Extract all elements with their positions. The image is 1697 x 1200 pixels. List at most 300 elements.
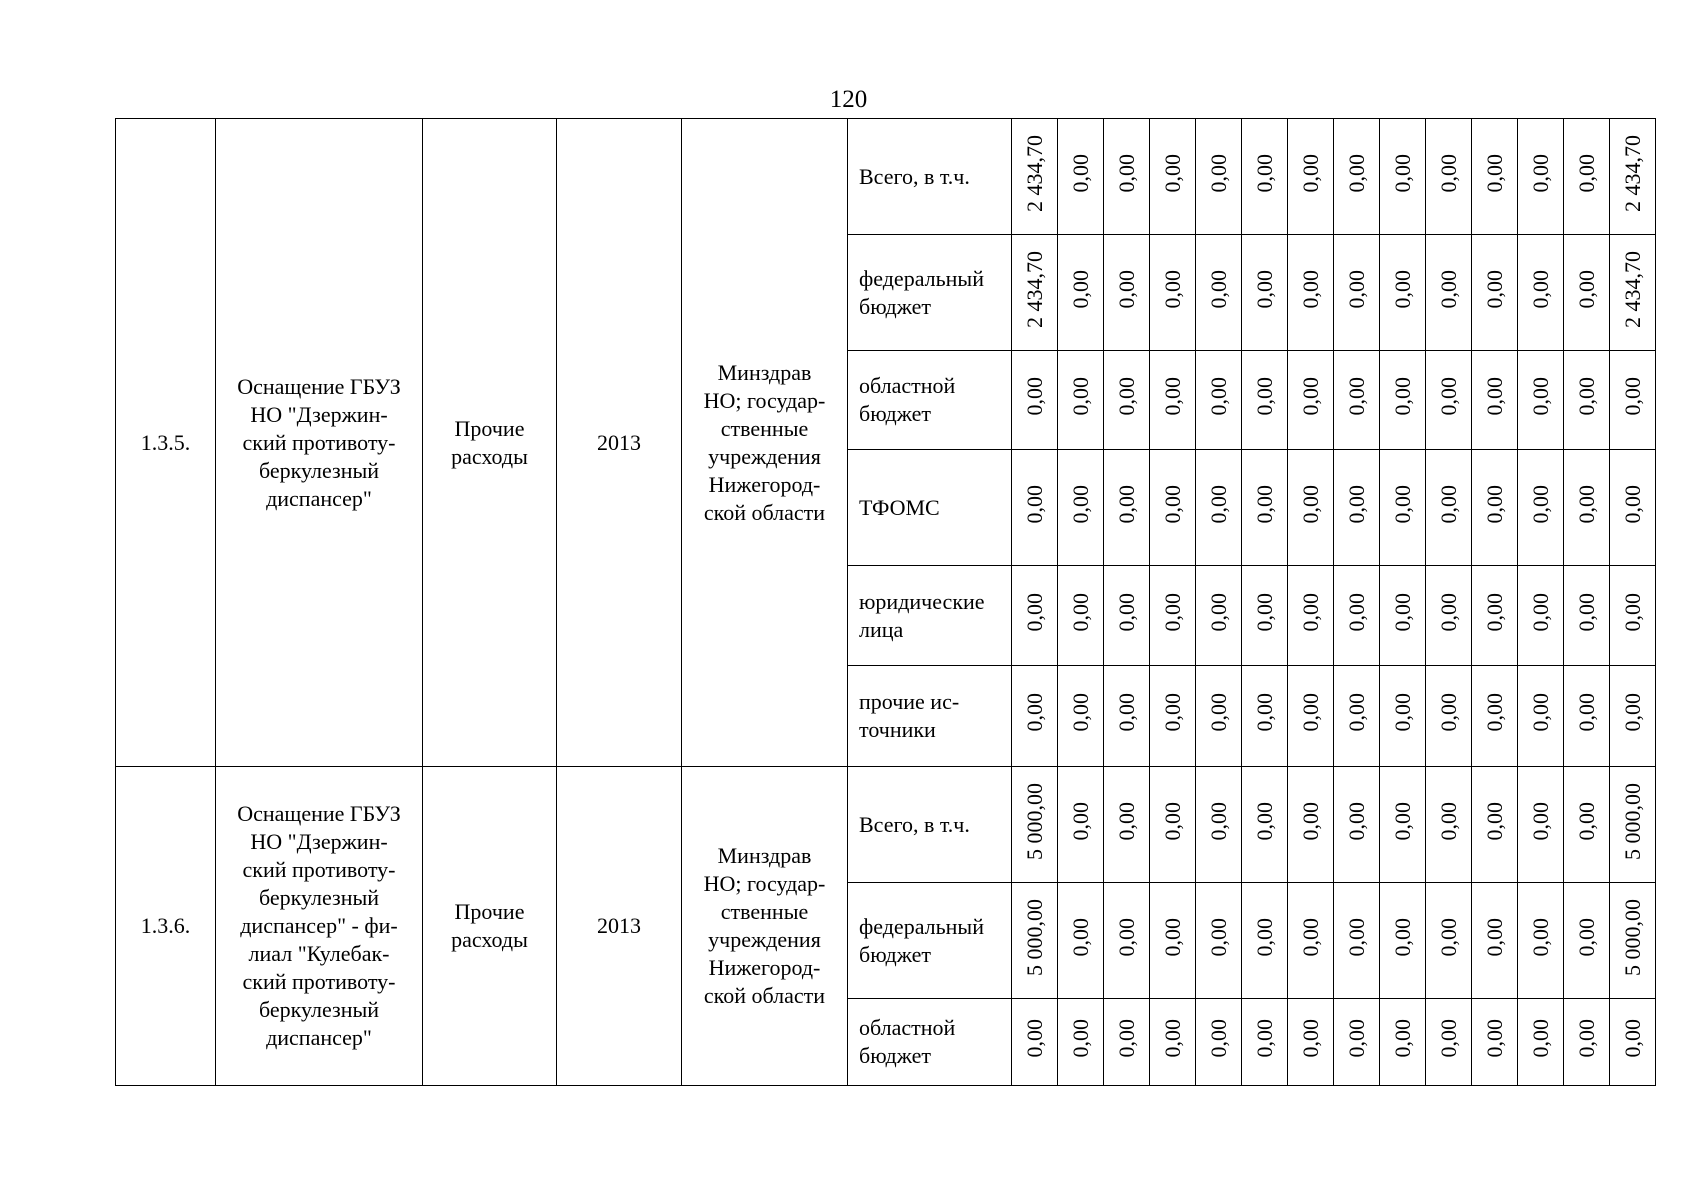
value-cell	[1564, 767, 1610, 883]
value-cell	[1334, 235, 1380, 351]
value-text: 0,00	[1251, 484, 1277, 524]
year: 2013	[557, 119, 682, 767]
value-cell	[1058, 351, 1104, 450]
value-text: 0,00	[1435, 269, 1461, 309]
text-line: Всего, в т.ч.	[859, 163, 970, 189]
funding-source	[848, 883, 1012, 999]
value-cell	[1472, 883, 1518, 999]
funding-source	[848, 450, 1012, 566]
text-line: бюджет	[859, 293, 931, 319]
funding-source	[848, 235, 1012, 351]
value-cell	[1104, 883, 1150, 999]
value-cell	[1426, 566, 1472, 666]
value-cell	[1610, 235, 1656, 351]
value-cell	[1472, 999, 1518, 1086]
value-cell	[1242, 999, 1288, 1086]
value-cell	[1426, 999, 1472, 1086]
value-text: 0,00	[1389, 377, 1415, 416]
text-line: НО; государ-	[703, 871, 826, 896]
value-text: 0,00	[1113, 693, 1139, 732]
value-text: 0,00	[1251, 377, 1277, 416]
value-cell	[1426, 235, 1472, 351]
table-body	[116, 119, 1656, 1086]
value-text: 0,00	[1573, 801, 1599, 841]
value-cell	[1564, 566, 1610, 666]
value-cell	[1334, 767, 1380, 883]
value-text: 5 000,00	[1021, 782, 1047, 860]
value-cell	[1288, 883, 1334, 999]
value-cell	[1058, 767, 1104, 883]
value-cell	[1518, 351, 1564, 450]
table-row	[116, 767, 1656, 883]
value-cell	[1380, 999, 1426, 1086]
value-text: 0,00	[1113, 917, 1139, 957]
value-cell	[1196, 450, 1242, 566]
value-cell	[1196, 119, 1242, 235]
value-cell	[1196, 767, 1242, 883]
text-line: ский противоту-	[242, 969, 396, 994]
text-line: ственные	[720, 415, 809, 441]
value-cell	[1058, 883, 1104, 999]
value-text: 0,00	[1573, 917, 1599, 957]
value-text: 0,00	[1343, 484, 1369, 524]
value-text: 0,00	[1113, 377, 1139, 416]
value-cell	[1288, 351, 1334, 450]
value-cell	[1242, 666, 1288, 767]
text-line: бюджет	[859, 401, 931, 426]
value-cell	[1196, 351, 1242, 450]
value-text: 0,00	[1251, 153, 1277, 193]
value-text: 0,00	[1481, 693, 1507, 732]
text-line: Оснащение ГБУЗ	[237, 373, 401, 399]
value-cell	[1012, 119, 1058, 235]
value-cell	[1012, 666, 1058, 767]
text-line: юридические	[859, 588, 985, 614]
value-text: 0,00	[1527, 377, 1553, 416]
value-cell	[1150, 767, 1196, 883]
executor	[682, 767, 848, 1086]
value-cell	[1518, 235, 1564, 351]
funding-source	[848, 119, 1012, 235]
value-text: 0,00	[1113, 269, 1139, 309]
value-text: 0,00	[1159, 484, 1185, 524]
value-cell	[1150, 999, 1196, 1086]
value-text: 0,00	[1297, 269, 1323, 309]
value-text: 0,00	[1527, 592, 1553, 632]
value-cell	[1012, 450, 1058, 566]
value-cell	[1058, 450, 1104, 566]
value-cell	[1012, 999, 1058, 1086]
value-cell	[1104, 450, 1150, 566]
value-cell	[1288, 666, 1334, 767]
value-cell	[1472, 235, 1518, 351]
value-cell	[1518, 767, 1564, 883]
value-text: 5 000,00	[1021, 898, 1047, 976]
text-line: беркулезный	[258, 457, 380, 483]
value-text: 0,00	[1067, 801, 1093, 841]
value-cell	[1288, 999, 1334, 1086]
value-cell	[1610, 566, 1656, 666]
value-text: 0,00	[1251, 269, 1277, 309]
value-cell	[1196, 666, 1242, 767]
value-cell	[1196, 566, 1242, 666]
text-line: бюджет	[859, 941, 931, 967]
value-text: 0,00	[1343, 917, 1369, 957]
year: 2013	[557, 767, 682, 1086]
text-line: Минздрав	[717, 359, 812, 385]
text-line: Минздрав	[717, 843, 812, 868]
value-cell	[1288, 119, 1334, 235]
value-cell	[1380, 767, 1426, 883]
value-cell	[1334, 119, 1380, 235]
value-text: 0,00	[1343, 153, 1369, 193]
value-cell	[1288, 566, 1334, 666]
value-cell	[1334, 351, 1380, 450]
value-cell	[1472, 566, 1518, 666]
text-line: федеральный	[859, 265, 984, 291]
value-cell	[1380, 450, 1426, 566]
value-cell	[1564, 351, 1610, 450]
text-line: ский противоту-	[242, 857, 396, 882]
text-line: бюджет	[859, 1043, 931, 1068]
value-text: 0,00	[1067, 484, 1093, 524]
value-text: 0,00	[1619, 484, 1645, 524]
value-cell	[1518, 450, 1564, 566]
value-text: 0,00	[1067, 269, 1093, 309]
value-text: 0,00	[1389, 153, 1415, 193]
text-line: областной	[859, 1015, 956, 1040]
value-cell	[1564, 235, 1610, 351]
text-line: учреждения	[708, 443, 821, 469]
value-text: 0,00	[1297, 153, 1323, 193]
value-text: 0,00	[1113, 484, 1139, 524]
value-cell	[1610, 450, 1656, 566]
value-text: 0,00	[1481, 377, 1507, 416]
value-cell	[1334, 666, 1380, 767]
expense-type	[423, 119, 557, 767]
value-text: 0,00	[1159, 377, 1185, 416]
text-line: диспансер"	[266, 1025, 372, 1050]
text-line: точники	[859, 717, 936, 742]
value-cell	[1334, 883, 1380, 999]
value-text: 0,00	[1067, 377, 1093, 416]
value-text: 0,00	[1389, 693, 1415, 732]
text-line: ственные	[720, 899, 809, 924]
text-line: федеральный	[859, 913, 984, 939]
value-text: 0,00	[1343, 269, 1369, 309]
value-text: 0,00	[1619, 1019, 1645, 1058]
text-line: лиал "Кулебак-	[248, 941, 390, 966]
value-cell	[1426, 351, 1472, 450]
text-line: лица	[859, 616, 904, 642]
text-line: расходы	[451, 443, 528, 469]
value-text: 0,00	[1159, 801, 1185, 841]
value-cell	[1150, 119, 1196, 235]
value-text: 0,00	[1067, 153, 1093, 193]
value-cell	[1564, 883, 1610, 999]
value-text: 0,00	[1021, 484, 1047, 524]
value-text: 0,00	[1205, 269, 1231, 309]
funding-source	[848, 666, 1012, 767]
value-text: 0,00	[1343, 693, 1369, 732]
value-cell	[1104, 566, 1150, 666]
value-cell	[1472, 351, 1518, 450]
value-text: 0,00	[1481, 801, 1507, 841]
value-cell	[1104, 235, 1150, 351]
value-cell	[1196, 235, 1242, 351]
value-text: 0,00	[1389, 801, 1415, 841]
value-cell	[1518, 883, 1564, 999]
value-text: 0,00	[1435, 153, 1461, 193]
value-text: 0,00	[1435, 917, 1461, 957]
value-cell	[1012, 566, 1058, 666]
item-number: 1.3.6.	[116, 767, 216, 1086]
value-cell	[1242, 450, 1288, 566]
value-cell	[1012, 351, 1058, 450]
table-row	[116, 119, 1656, 235]
value-cell	[1150, 351, 1196, 450]
value-text: 0,00	[1389, 269, 1415, 309]
value-text: 0,00	[1205, 377, 1231, 416]
text-line: ТФОМС	[859, 494, 940, 520]
value-text: 0,00	[1159, 592, 1185, 632]
value-text: 2 434,70	[1021, 134, 1047, 212]
text-line: диспансер"	[266, 485, 372, 511]
text-line: учреждения	[708, 927, 821, 952]
value-cell	[1518, 566, 1564, 666]
value-text: 5 000,00	[1619, 898, 1645, 976]
value-text: 0,00	[1619, 592, 1645, 632]
value-cell	[1288, 235, 1334, 351]
text-line: областной	[859, 373, 956, 398]
value-text: 0,00	[1619, 377, 1645, 416]
value-text: 0,00	[1481, 269, 1507, 309]
value-cell	[1104, 351, 1150, 450]
value-cell	[1610, 999, 1656, 1086]
value-cell	[1426, 666, 1472, 767]
value-text: 0,00	[1481, 484, 1507, 524]
text-line: диспансер" - фи-	[240, 913, 398, 938]
value-text: 0,00	[1573, 484, 1599, 524]
value-cell	[1380, 883, 1426, 999]
text-line: ской области	[703, 983, 826, 1008]
value-text: 5 000,00	[1619, 782, 1645, 860]
value-text: 0,00	[1021, 1019, 1047, 1058]
value-cell	[1058, 999, 1104, 1086]
value-text: 0,00	[1573, 693, 1599, 732]
value-cell	[1472, 767, 1518, 883]
value-text: 0,00	[1435, 377, 1461, 416]
text-line: расходы	[451, 927, 528, 952]
text-line: ской области	[703, 499, 826, 525]
value-cell	[1242, 883, 1288, 999]
value-cell	[1610, 666, 1656, 767]
funding-source	[848, 999, 1012, 1086]
text-line: Всего, в т.ч.	[859, 811, 970, 837]
value-text: 0,00	[1251, 1019, 1277, 1058]
value-text: 0,00	[1113, 592, 1139, 632]
value-text: 0,00	[1021, 377, 1047, 416]
value-cell	[1012, 883, 1058, 999]
value-text: 0,00	[1297, 377, 1323, 416]
value-text: 0,00	[1067, 1019, 1093, 1058]
value-text: 2 434,70	[1619, 134, 1645, 212]
text-line: Нижегород-	[708, 471, 821, 497]
value-cell	[1472, 666, 1518, 767]
value-cell	[1150, 883, 1196, 999]
value-text: 0,00	[1021, 592, 1047, 632]
value-text: 0,00	[1067, 592, 1093, 632]
value-text: 0,00	[1435, 1019, 1461, 1058]
value-text: 0,00	[1343, 592, 1369, 632]
program-table	[115, 118, 1656, 1086]
value-cell	[1242, 351, 1288, 450]
value-cell	[1288, 450, 1334, 566]
value-cell	[1518, 999, 1564, 1086]
value-text: 0,00	[1159, 1019, 1185, 1058]
value-cell	[1196, 883, 1242, 999]
value-text: 0,00	[1159, 917, 1185, 957]
item-name	[216, 119, 423, 767]
value-cell	[1150, 666, 1196, 767]
funding-source	[848, 351, 1012, 450]
text-line: Оснащение ГБУЗ	[237, 801, 401, 826]
value-text: 0,00	[1435, 592, 1461, 632]
value-text: 0,00	[1205, 693, 1231, 732]
value-text: 0,00	[1251, 801, 1277, 841]
value-cell	[1058, 566, 1104, 666]
funding-source	[848, 767, 1012, 883]
value-cell	[1472, 119, 1518, 235]
value-text: 0,00	[1205, 801, 1231, 841]
value-text: 0,00	[1343, 801, 1369, 841]
value-text: 0,00	[1389, 917, 1415, 957]
value-cell	[1564, 999, 1610, 1086]
value-text: 0,00	[1527, 484, 1553, 524]
value-cell	[1242, 119, 1288, 235]
value-text: 0,00	[1435, 484, 1461, 524]
value-cell	[1288, 767, 1334, 883]
text-line: ский противоту-	[242, 429, 396, 455]
value-cell	[1242, 235, 1288, 351]
value-text: 0,00	[1573, 153, 1599, 193]
value-text: 0,00	[1527, 917, 1553, 957]
value-text: 0,00	[1573, 269, 1599, 309]
value-cell	[1104, 666, 1150, 767]
value-cell	[1104, 119, 1150, 235]
value-text: 2 434,70	[1021, 250, 1047, 328]
text-line: Прочие	[454, 899, 525, 924]
page-number: 120	[829, 86, 868, 113]
value-cell	[1242, 767, 1288, 883]
value-cell	[1150, 235, 1196, 351]
value-cell	[1564, 666, 1610, 767]
text-line: беркулезный	[258, 885, 380, 910]
text-line: Прочие	[454, 415, 525, 441]
value-text: 0,00	[1435, 693, 1461, 732]
value-text: 0,00	[1251, 693, 1277, 732]
value-text: 0,00	[1573, 1019, 1599, 1058]
executor	[682, 119, 848, 767]
value-text: 0,00	[1573, 592, 1599, 632]
value-text: 0,00	[1435, 801, 1461, 841]
expense-type	[423, 767, 557, 1086]
value-cell	[1564, 450, 1610, 566]
value-text: 0,00	[1297, 801, 1323, 841]
value-text: 0,00	[1343, 377, 1369, 416]
value-cell	[1380, 119, 1426, 235]
item-number: 1.3.5.	[116, 119, 216, 767]
value-text: 2 434,70	[1619, 250, 1645, 328]
value-cell	[1058, 235, 1104, 351]
value-text: 0,00	[1251, 917, 1277, 957]
value-text: 0,00	[1205, 1019, 1231, 1058]
value-text: 0,00	[1481, 917, 1507, 957]
value-text: 0,00	[1297, 917, 1323, 957]
value-text: 0,00	[1297, 592, 1323, 632]
value-cell	[1426, 883, 1472, 999]
value-cell	[1426, 767, 1472, 883]
value-cell	[1012, 767, 1058, 883]
value-cell	[1380, 235, 1426, 351]
value-text: 0,00	[1113, 1019, 1139, 1058]
value-text: 0,00	[1573, 377, 1599, 416]
text-line: беркулезный	[258, 997, 380, 1022]
value-text: 0,00	[1113, 153, 1139, 193]
value-cell	[1334, 566, 1380, 666]
value-text: 0,00	[1159, 693, 1185, 732]
value-cell	[1058, 666, 1104, 767]
value-cell	[1518, 119, 1564, 235]
value-text: 0,00	[1297, 484, 1323, 524]
value-text: 0,00	[1527, 693, 1553, 732]
value-cell	[1426, 450, 1472, 566]
value-text: 0,00	[1389, 1019, 1415, 1058]
value-text: 0,00	[1527, 269, 1553, 309]
value-text: 0,00	[1481, 592, 1507, 632]
value-text: 0,00	[1527, 1019, 1553, 1058]
value-text: 0,00	[1527, 801, 1553, 841]
value-cell	[1150, 566, 1196, 666]
value-cell	[1334, 999, 1380, 1086]
value-cell	[1380, 566, 1426, 666]
value-cell	[1610, 119, 1656, 235]
value-cell	[1564, 119, 1610, 235]
value-text: 0,00	[1205, 153, 1231, 193]
value-text: 0,00	[1113, 801, 1139, 841]
value-text: 0,00	[1067, 693, 1093, 732]
value-text: 0,00	[1527, 153, 1553, 193]
item-name	[216, 767, 423, 1086]
value-cell	[1104, 767, 1150, 883]
value-text: 0,00	[1251, 592, 1277, 632]
text-line: НО; государ-	[703, 387, 826, 413]
value-cell	[1610, 351, 1656, 450]
value-cell	[1472, 450, 1518, 566]
value-cell	[1426, 119, 1472, 235]
value-text: 0,00	[1205, 917, 1231, 957]
value-cell	[1058, 119, 1104, 235]
value-cell	[1242, 566, 1288, 666]
value-text: 0,00	[1159, 269, 1185, 309]
value-cell	[1518, 666, 1564, 767]
value-cell	[1610, 767, 1656, 883]
value-text: 0,00	[1205, 484, 1231, 524]
funding-source	[848, 566, 1012, 666]
value-text: 0,00	[1205, 592, 1231, 632]
value-text: 0,00	[1481, 1019, 1507, 1058]
value-text: 0,00	[1481, 153, 1507, 193]
